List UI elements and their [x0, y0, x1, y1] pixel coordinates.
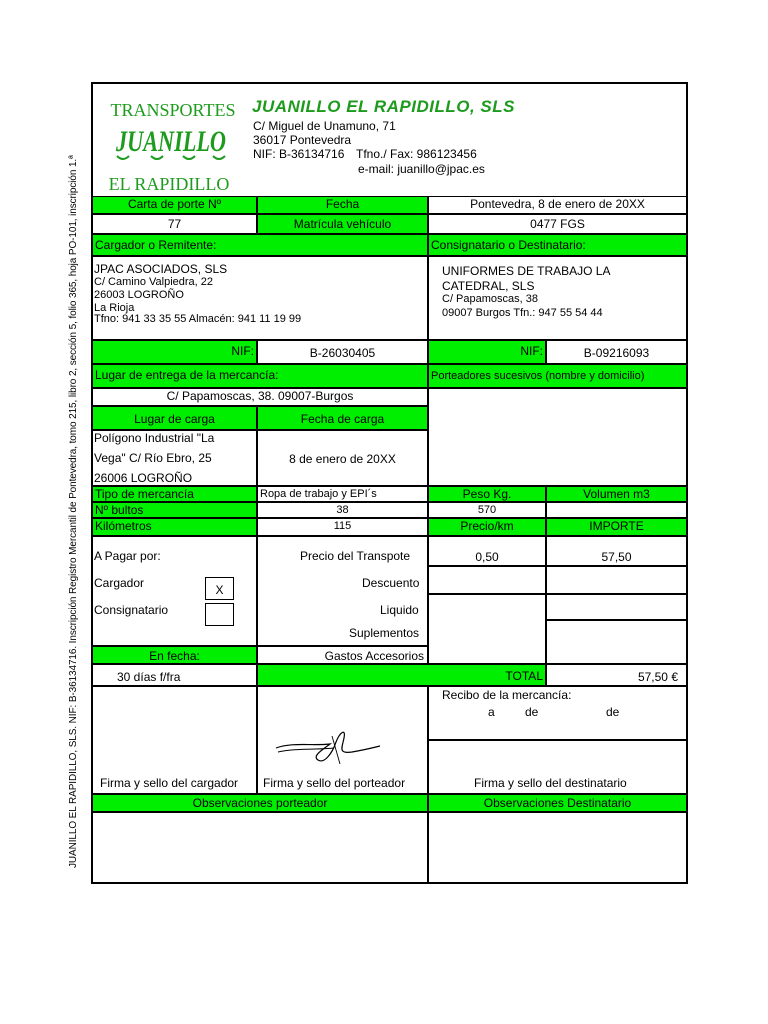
- lugar-carga-line-3: 26006 LOGROÑO: [94, 471, 193, 485]
- peso-label: Peso Kg.: [428, 486, 546, 502]
- firma-cargador-label: Firma y sello del cargador: [100, 776, 239, 790]
- importe-label: IMPORTE: [546, 518, 687, 536]
- precio-km-value: 0,50: [428, 536, 546, 566]
- consignatario-nif-value: B-09216093: [546, 340, 687, 364]
- pago-cargador-checkbox[interactable]: X: [205, 577, 234, 600]
- entrega-value: C/ Papamoscas, 38. 09007-Burgos: [92, 388, 428, 406]
- company-phone: Tfno./ Fax: 986123456: [356, 147, 477, 161]
- cargador-nif-label: NIF:: [92, 340, 257, 364]
- bultos-value: 38: [257, 502, 428, 518]
- consignatario-address-1: C/ Papamoscas, 38: [442, 293, 538, 305]
- fecha-carga-value: 8 de enero de 20XX: [257, 430, 428, 486]
- company-logo: [108, 96, 236, 196]
- pago-cargador-label: Cargador: [94, 576, 145, 590]
- importe-value: 57,50: [546, 536, 687, 566]
- total-value: 57,50 €: [546, 664, 687, 686]
- bultos-label: Nº bultos: [92, 502, 257, 518]
- recibo-de-2: de: [606, 705, 620, 719]
- company-nif: NIF: B-36134716: [253, 147, 345, 161]
- suplementos-label: Suplementos: [349, 626, 420, 640]
- descuento-importe-cell: [546, 566, 687, 594]
- fecha-carga-label: Fecha de carga: [257, 406, 428, 430]
- logo-line-transportes: TRANSPORTES: [110, 100, 236, 120]
- lugar-carga-line-1: Polígono Industrial "La: [94, 431, 215, 445]
- consignatario-label: Consignatario o Destinatario:: [428, 234, 687, 256]
- recibo-de-1: de: [525, 705, 539, 719]
- lugar-carga-label: Lugar de carga: [92, 406, 257, 430]
- gastos-label: Gastos Accesorios: [257, 646, 428, 664]
- entrega-label: Lugar de entrega de la mercancía:: [92, 364, 428, 388]
- observaciones-porteador-label: Observaciones porteador: [92, 794, 428, 812]
- suplementos-importe-cell: [546, 620, 687, 664]
- pago-label: A Pagar por:: [94, 549, 161, 563]
- porteadores-box: [428, 388, 687, 486]
- consignatario-name-2: CATEDRAL, SLS: [442, 279, 535, 293]
- fecha-label: Fecha: [257, 196, 428, 214]
- liquido-precio-cell: [428, 594, 546, 664]
- cargador-address-3: La Rioja: [94, 302, 135, 314]
- company-name: JUANILLO EL RAPIDILLO, SLS: [252, 97, 515, 116]
- fecha-value: Pontevedra, 8 de enero de 20XX: [428, 196, 687, 214]
- observaciones-porteador-box[interactable]: [92, 812, 428, 883]
- pago-consignatario-label: Consignatario: [94, 603, 169, 617]
- cargador-nif-value: B-26030405: [257, 340, 428, 364]
- consignatario-nif-label: NIF:: [428, 340, 546, 364]
- porteador-signature: [272, 724, 384, 770]
- cargador-address-2: 26003 LOGROÑO: [94, 289, 184, 301]
- peso-value: 570: [428, 502, 546, 518]
- km-value: 115: [257, 518, 428, 536]
- logo-line-juanillo: JUANILLO: [115, 125, 226, 158]
- total-label: TOTAL: [257, 664, 546, 686]
- carta-value: 77: [92, 214, 257, 234]
- company-address-2: 36017 Pontevedra: [253, 133, 352, 147]
- volumen-value: [546, 502, 687, 518]
- lugar-carga-line-2: Vega" C/ Río Ebro, 25: [94, 451, 212, 465]
- registry-side-text: JUANILLO EL RAPIDILLO, SLS. NIF: B-36134716. Inscripción Registro Mercantil de Pontevedra, tomo 215, libro 2, sección 5, folio 365, hoja PO-101, inscripción 1.ª: [68, 155, 79, 868]
- consignatario-name-1: UNIFORMES DE TRABAJO LA: [442, 264, 611, 278]
- observaciones-destinatario-box[interactable]: [428, 812, 687, 883]
- logo-line-el-rapidillo: EL RAPIDILLO: [108, 174, 230, 194]
- liquido-importe-cell: [546, 594, 687, 620]
- cargador-name: JPAC ASOCIADOS, SLS: [94, 262, 228, 276]
- volumen-label: Volumen m3: [546, 486, 687, 502]
- descuento-precio-cell: [428, 566, 546, 594]
- matricula-label: Matrícula vehículo: [257, 214, 428, 234]
- porteadores-label: Porteadores sucesivos (nombre y domicilio): [428, 364, 687, 388]
- cargador-label: Cargador o Remitente:: [92, 234, 428, 256]
- consignatario-address-2: 09007 Burgos Tfn.: 947 55 54 44: [442, 307, 603, 319]
- cargador-phone: Tfno: 941 33 35 55 Almacén: 941 11 19 99: [94, 313, 302, 325]
- km-label: Kilómetros: [92, 518, 257, 536]
- recibo-label: Recibo de la mercancía:: [442, 688, 572, 702]
- cargador-address-1: C/ Camino Valpiedra, 22: [94, 276, 214, 288]
- tipo-mercancia-label: Tipo de mercancía: [92, 486, 257, 502]
- matricula-value: 0477 FGS: [428, 214, 687, 234]
- observaciones-destinatario-label: Observaciones Destinatario: [428, 794, 687, 812]
- carta-label: Carta de porte Nº: [92, 196, 257, 214]
- company-email: e-mail: juanillo@jpac.es: [358, 162, 485, 176]
- company-address-1: C/ Miguel de Unamuno, 71: [253, 119, 396, 133]
- precio-km-label: Precio/km: [428, 518, 546, 536]
- recibo-a: a: [488, 705, 495, 719]
- tipo-mercancia-value: Ropa de trabajo y EPI´s: [257, 486, 428, 502]
- liquido-label: Liquido: [380, 603, 419, 617]
- firma-destinatario-label: Firma y sello del destinatario: [474, 776, 627, 790]
- pago-consignatario-checkbox[interactable]: [205, 603, 234, 626]
- en-fecha-label: En fecha:: [92, 646, 257, 664]
- precio-transporte-label: Precio del Transpote: [300, 549, 411, 563]
- en-fecha-value: 30 días f/fra: [92, 664, 257, 686]
- descuento-label: Descuento: [362, 576, 420, 590]
- firma-porteador-label: Firma y sello del porteador: [263, 776, 406, 790]
